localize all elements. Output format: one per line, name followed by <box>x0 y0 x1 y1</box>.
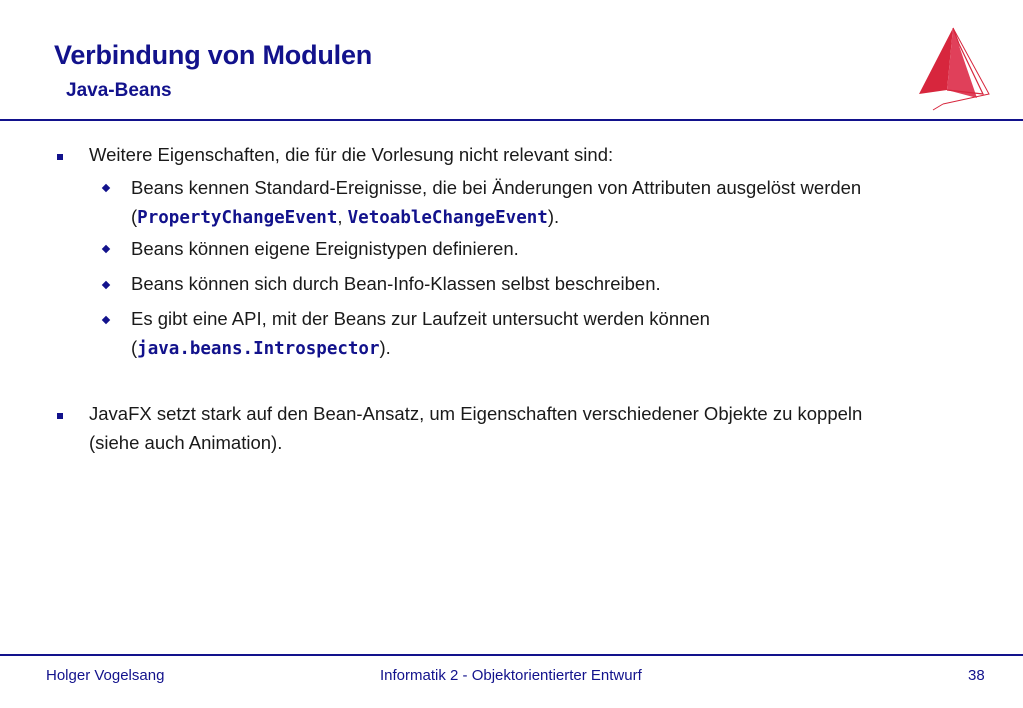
slide-subtitle: Java-Beans <box>66 80 172 101</box>
paren-close: ). <box>547 206 560 227</box>
header-divider <box>0 119 1023 121</box>
sub-bullet-4 <box>131 304 993 364</box>
code-vetoable-change-event: VetoableChangeEvent <box>347 208 548 228</box>
code-property-change-event: PropertyChangeEvent <box>137 208 338 228</box>
code-introspector: java.beans.Introspector <box>137 339 380 359</box>
paren-open: ( <box>131 206 138 227</box>
bullet-1: Weitere Eigenschaften, die für die Vorlesung nicht relevant sind: <box>89 144 614 165</box>
bullet-2 <box>89 399 994 457</box>
footer-divider <box>0 654 1023 656</box>
sub-bullet-3: Beans können sich durch Bean-Info-Klassen selbst beschreiben. <box>131 273 661 294</box>
bullet-diamond-icon <box>102 281 110 289</box>
paren-close: ). <box>379 337 391 358</box>
footer-author: Holger Vogelsang <box>46 667 165 684</box>
paren-open: ( <box>131 337 138 358</box>
bullet-square-icon <box>57 154 63 160</box>
sub-bullet-1 <box>131 173 993 233</box>
slide-title: Verbindung von Modulen <box>54 40 373 70</box>
bullet-square-icon <box>57 413 63 419</box>
separator: , <box>337 206 348 227</box>
bullet-2-line-1: JavaFX setzt stark auf den Bean-Ansatz, um Eigenschaften verschiedener Objekte zu koppeln <box>89 403 863 424</box>
sub-bullet-1-text: Beans kennen Standard-Ereignisse, die bei Änderungen von Attributen ausgelöst werden <box>131 177 862 198</box>
sail-logo-icon <box>913 24 993 112</box>
sub-bullet-2: Beans können eigene Ereignistypen definieren. <box>131 238 519 259</box>
bullet-diamond-icon <box>102 316 110 324</box>
bullet-diamond-icon <box>102 245 110 253</box>
bullet-2-line-2: (siehe auch Animation). <box>89 432 283 453</box>
footer-course: Informatik 2 - Objektorientierter Entwurf <box>380 667 642 684</box>
bullet-diamond-icon <box>102 184 110 192</box>
sub-bullet-4-text: Es gibt eine API, mit der Beans zur Laufzeit untersucht werden können <box>131 308 710 329</box>
page-number: 38 <box>968 667 985 684</box>
